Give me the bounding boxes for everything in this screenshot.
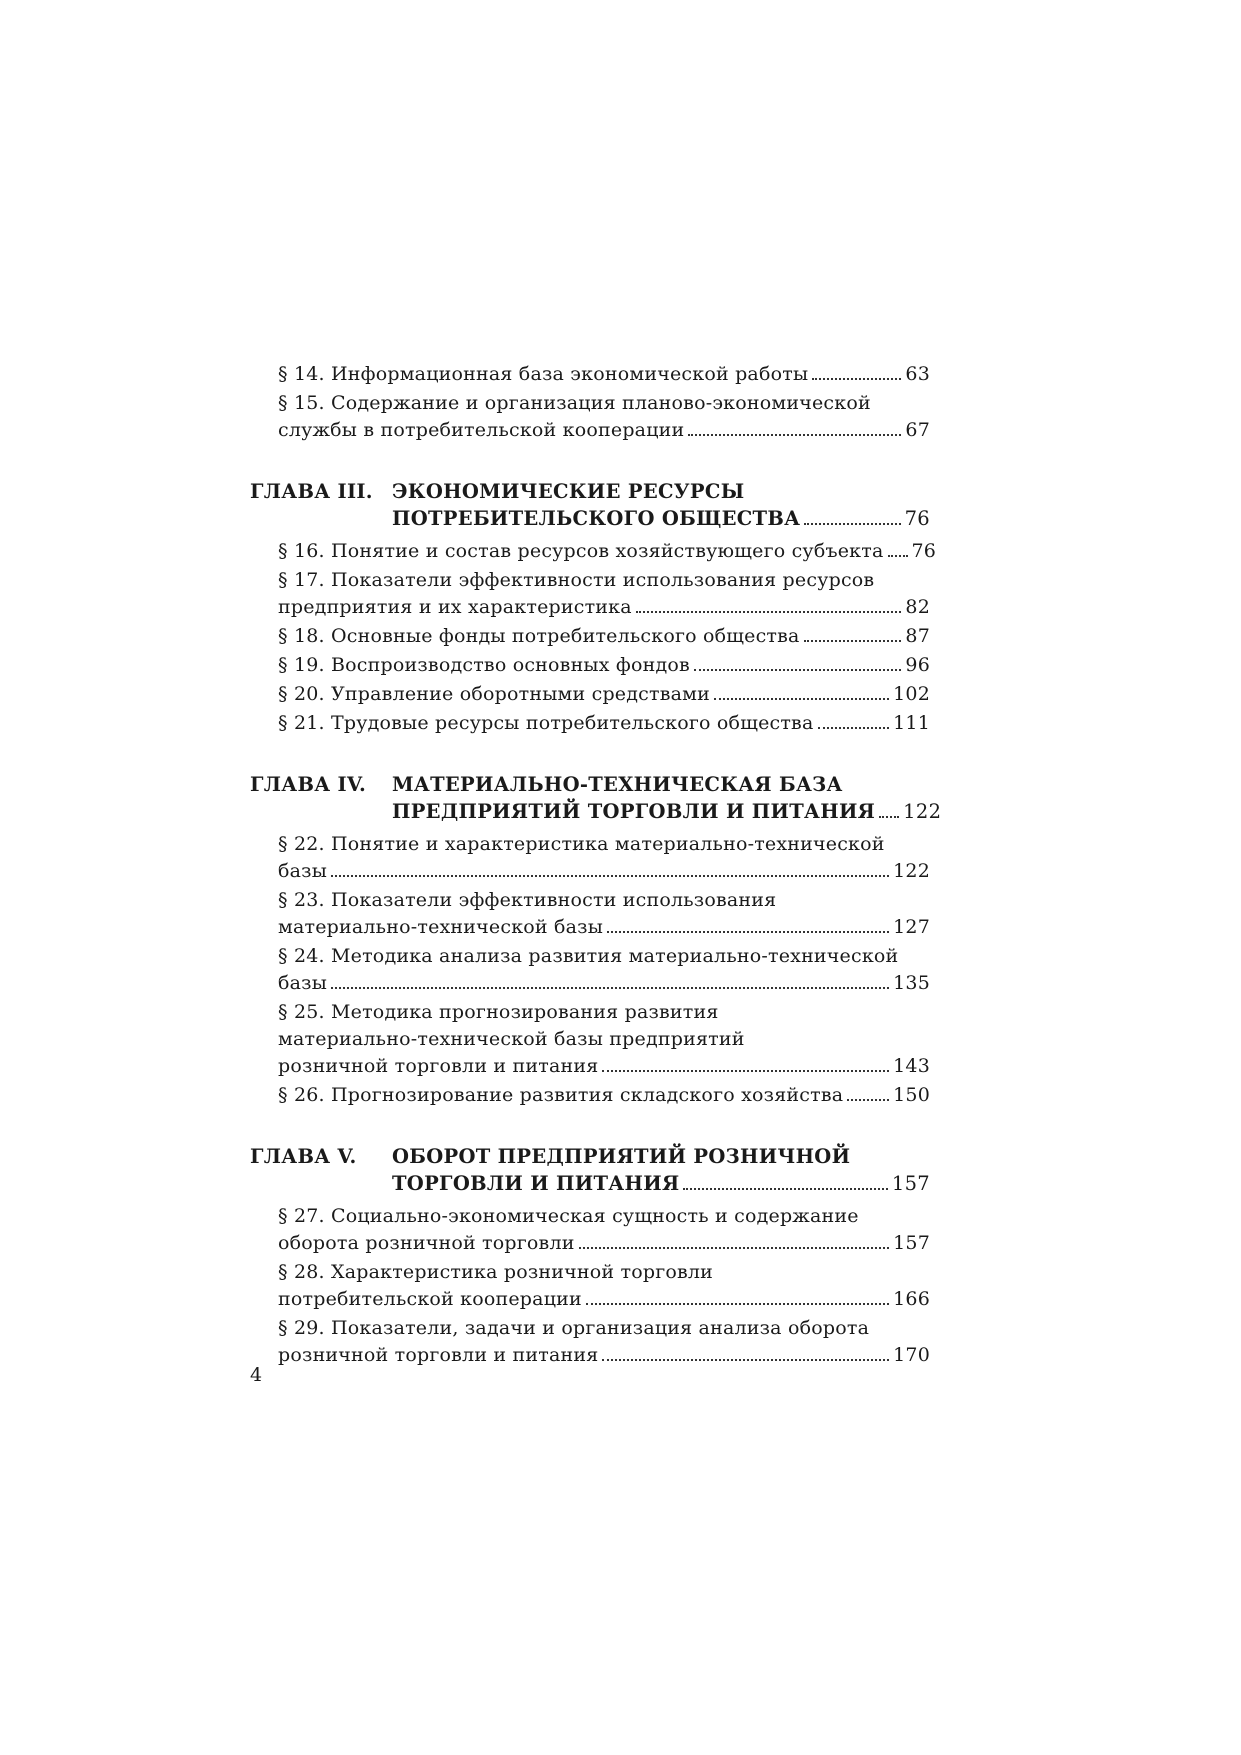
entry-last-line	[278, 858, 930, 885]
entry-text-line: базы	[278, 972, 328, 994]
dot-leader	[331, 874, 889, 877]
toc-section-body	[278, 1203, 930, 1257]
chapter-title	[392, 478, 930, 532]
entry-text-line: ТОРГОВЛИ И ПИТАНИЯ	[392, 1172, 680, 1195]
chapter-label: ГЛАВА III.	[250, 480, 373, 503]
toc-section-body	[278, 1082, 930, 1109]
entry-last-line	[278, 361, 930, 388]
page-ref: 96	[905, 654, 930, 676]
toc-chapter[interactable]	[250, 478, 930, 532]
toc-section-body	[278, 1259, 930, 1313]
page-ref: 76	[904, 507, 930, 530]
entry-text-line: § 23. Показатели эффективности использования	[278, 889, 777, 911]
entry-text-line: МАТЕРИАЛЬНО-ТЕХНИЧЕСКАЯ БАЗА	[392, 773, 843, 796]
dot-leader	[694, 668, 902, 671]
toc-section[interactable]	[250, 943, 930, 997]
toc-section-body	[278, 831, 930, 885]
dot-leader	[602, 1358, 889, 1361]
toc-section-body	[278, 390, 930, 444]
toc-chapter[interactable]	[250, 1143, 930, 1197]
toc-section[interactable]	[250, 623, 930, 650]
toc-section[interactable]	[250, 1082, 930, 1109]
entry-last-line	[278, 652, 930, 679]
toc-section[interactable]	[250, 999, 930, 1080]
toc-section-body	[278, 538, 937, 565]
toc-section-body	[278, 681, 930, 708]
dot-leader	[879, 815, 899, 818]
entry-text-line: предприятия и их характеристика	[278, 596, 632, 618]
entry-text-line: § 19. Воспроизводство основных фондов	[278, 654, 690, 676]
toc-section-body	[278, 887, 930, 941]
toc-section-body	[278, 623, 930, 650]
toc-section-body	[278, 361, 930, 388]
chapter-title	[392, 1143, 930, 1197]
page-ref: 127	[893, 916, 930, 938]
dot-leader	[818, 726, 890, 729]
page-ref: 157	[893, 1232, 930, 1254]
entry-text-line: ПОТРЕБИТЕЛЬСКОГО ОБЩЕСТВА	[392, 507, 801, 530]
page-ref: 157	[891, 1172, 930, 1195]
page-ref: 63	[905, 363, 930, 385]
page-ref: 122	[903, 800, 942, 823]
page-ref: 67	[905, 419, 930, 441]
table-of-contents	[250, 359, 942, 1369]
entry-last-line	[392, 1170, 930, 1197]
page-ref: 150	[893, 1084, 930, 1106]
page-ref: 143	[893, 1055, 930, 1077]
page-ref: 166	[893, 1288, 930, 1310]
toc-section[interactable]	[250, 1259, 930, 1313]
page-ref: 82	[905, 596, 930, 618]
entry-text-line: § 21. Трудовые ресурсы потребительского общества	[278, 712, 814, 734]
dot-leader	[847, 1098, 889, 1101]
chapter-label: ГЛАВА IV.	[250, 773, 367, 796]
toc-section-body	[278, 999, 930, 1080]
chapter-label: ГЛАВА V.	[250, 1145, 357, 1168]
entry-text-line: ПРЕДПРИЯТИЙ ТОРГОВЛИ И ПИТАНИЯ	[392, 800, 876, 823]
toc-section-body	[278, 943, 930, 997]
entry-text-line: § 22. Понятие и характеристика материально-технической	[278, 833, 885, 855]
entry-last-line	[278, 681, 930, 708]
entry-text-line: § 27. Социально-экономическая сущность и содержание	[278, 1205, 859, 1227]
dot-leader	[688, 433, 901, 436]
toc-section[interactable]	[250, 887, 930, 941]
toc-section[interactable]	[250, 1315, 930, 1369]
entry-text-line: § 24. Методика анализа развития материально-технической	[278, 945, 899, 967]
toc-section-body	[278, 652, 930, 679]
page-ref: 135	[893, 972, 930, 994]
entry-last-line	[278, 1230, 930, 1257]
entry-last-line	[278, 970, 930, 997]
toc-section[interactable]	[250, 361, 930, 388]
dot-leader	[607, 930, 889, 933]
toc-section-body	[278, 567, 930, 621]
toc-section[interactable]	[250, 567, 930, 621]
toc-section[interactable]	[250, 1203, 930, 1257]
entry-last-line	[278, 914, 930, 941]
entry-last-line	[278, 1342, 930, 1369]
entry-last-line	[278, 623, 930, 650]
page-number: 4	[250, 1364, 263, 1386]
entry-text-line: розничной торговли и питания	[278, 1055, 599, 1077]
page-ref: 170	[893, 1344, 930, 1366]
entry-last-line	[392, 505, 930, 532]
toc-section[interactable]	[250, 710, 930, 737]
chapter-title	[392, 771, 942, 825]
entry-text-line: § 17. Показатели эффективности использования ресурсов	[278, 569, 875, 591]
entry-text-line: розничной торговли и питания	[278, 1344, 599, 1366]
entry-text-line: оборота розничной торговли	[278, 1232, 575, 1254]
dot-leader	[714, 697, 889, 700]
dot-leader	[804, 522, 900, 525]
entry-text-line: базы	[278, 860, 328, 882]
dot-leader	[579, 1246, 890, 1249]
entry-last-line	[278, 1286, 930, 1313]
page-ref: 76	[911, 540, 937, 562]
entry-text-line: ОБОРОТ ПРЕДПРИЯТИЙ РОЗНИЧНОЙ	[392, 1145, 851, 1168]
toc-section[interactable]	[250, 831, 930, 885]
entry-text-line: материально-технической базы	[278, 916, 604, 938]
dot-leader	[636, 610, 902, 613]
dot-leader	[586, 1302, 889, 1305]
toc-section[interactable]	[250, 652, 930, 679]
dot-leader	[331, 986, 889, 989]
entry-text-line: § 26. Прогнозирование развития складского хозяйства	[278, 1084, 844, 1106]
dot-leader	[812, 377, 901, 380]
page-ref: 102	[893, 683, 930, 705]
toc-section-body	[278, 1315, 930, 1369]
entry-text-line: ЭКОНОМИЧЕСКИЕ РЕСУРСЫ	[392, 480, 745, 503]
entry-last-line	[278, 1082, 930, 1109]
dot-leader	[683, 1187, 887, 1190]
dot-leader	[804, 639, 902, 642]
toc-section[interactable]	[250, 681, 930, 708]
entry-text-line: материально-технической базы предприятий	[278, 1028, 745, 1050]
entry-last-line	[278, 710, 930, 737]
page-ref: 111	[893, 712, 930, 734]
toc-chapter[interactable]	[250, 771, 942, 825]
entry-text-line: § 15. Содержание и организация планово-экономической	[278, 392, 871, 414]
entry-last-line	[278, 594, 930, 621]
toc-section[interactable]	[250, 390, 930, 444]
entry-last-line	[278, 538, 937, 565]
page-ref: 122	[893, 860, 930, 882]
dot-leader	[888, 554, 908, 557]
toc-section[interactable]	[250, 538, 937, 565]
entry-text-line: § 14. Информационная база экономической работы	[278, 363, 809, 385]
entry-text-line: потребительской кооперации	[278, 1288, 582, 1310]
entry-last-line	[278, 417, 930, 444]
entry-last-line	[392, 798, 942, 825]
entry-text-line: § 28. Характеристика розничной торговли	[278, 1261, 714, 1283]
page-ref: 87	[905, 625, 930, 647]
entry-text-line: § 16. Понятие и состав ресурсов хозяйствующего субъекта	[278, 540, 884, 562]
entry-text-line: § 29. Показатели, задачи и организация анализа оборота	[278, 1317, 870, 1339]
entry-text-line: § 25. Методика прогнозирования развития	[278, 1001, 719, 1023]
dot-leader	[602, 1069, 889, 1072]
toc-section-body	[278, 710, 930, 737]
entry-last-line	[278, 1053, 930, 1080]
entry-text-line: § 18. Основные фонды потребительского общества	[278, 625, 800, 647]
entry-text-line: службы в потребительской кооперации	[278, 419, 685, 441]
entry-text-line: § 20. Управление оборотными средствами	[278, 683, 710, 705]
